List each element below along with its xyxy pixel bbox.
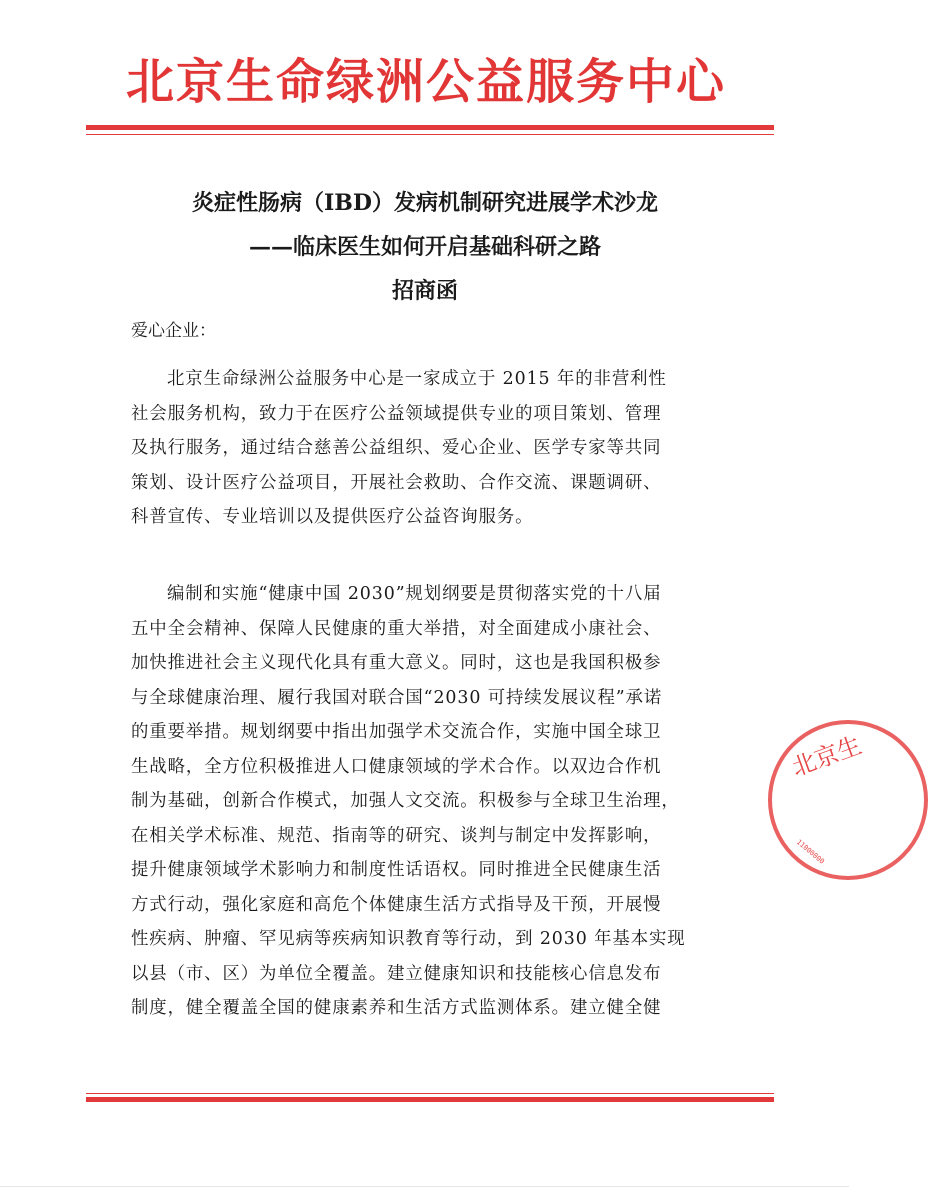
seal-code: 11000000 <box>794 838 826 866</box>
paragraph-line: 编制和实施“健康中国 2030”规划纲要是贯彻落实党的十八届 <box>167 584 662 604</box>
letterhead-rule-thick <box>86 125 774 130</box>
paragraph-line: 方式行动，强化家庭和高危个体健康生活方式指导及干预，开展慢 <box>131 894 662 915</box>
footer-rule-thin <box>86 1093 774 1094</box>
paragraph-line: 性疾病、肿瘤、罕见病等疾病知识教育等行动，到 2030 年基本实现 <box>131 929 686 949</box>
paragraph-healthy-china <box>131 577 716 1026</box>
paragraph-line: 以县（市、区）为单位全覆盖。建立健康知识和技能核心信息发布 <box>131 963 662 984</box>
paragraph-intro <box>131 362 716 535</box>
document-title: 炎症性肠病（IBD）发病机制研究进展学术沙龙 <box>192 190 658 216</box>
paragraph-line: 北京生命绿洲公益服务中心是一家成立于 2015 年的非营利性 <box>167 369 667 389</box>
letterhead-org-name: 北京生命绿洲公益服务中心 <box>125 54 726 110</box>
paragraph-line: 提升健康领域学术影响力和制度性话语权。同时推进全民健康生活 <box>131 860 662 880</box>
document-type-heading: 招商函 <box>391 278 458 304</box>
paragraph-line: 五中全会精神、保障人民健康的重大举措，对全面建成小康社会、 <box>131 618 662 639</box>
paragraph-line: 社会服务机构，致力于在医疗公益领域提供专业的项目策划、管理 <box>131 403 662 424</box>
document-subtitle: ——临床医生如何开启基础科研之路 <box>248 234 601 260</box>
paragraph-line: 的重要举措。规划纲要中指出加强学术交流合作，实施中国全球卫 <box>131 722 662 742</box>
paragraph-line: 制为基础，创新合作模式，加强人文交流。积极参与全球卫生治理， <box>131 791 680 811</box>
letterhead-rule-thin <box>86 134 774 135</box>
paragraph-line: 制度，健全覆盖全国的健康素养和生活方式监测体系。建立健全健 <box>131 998 662 1018</box>
footer-rule-thick <box>86 1097 774 1102</box>
paragraph-line: 与全球健康治理、履行我国对联合国“2030 可持续发展议程”承诺 <box>131 687 663 708</box>
seal-text: 北京生 <box>788 731 866 782</box>
paragraph-line: 在相关学术标准、规范、指南等的研究、谈判与制定中发挥影响， <box>131 825 662 846</box>
paragraph-line: 生战略，全方位积极推进人口健康领域的学术合作。以双边合作机 <box>131 756 662 777</box>
paragraph-line: 科普宣传、专业培训以及提供医疗公益咨询服务。 <box>131 507 534 527</box>
page-edge-line <box>0 1186 849 1187</box>
paragraph-line: 加快推进社会主义现代化具有重大意义。同时，这也是我国积极参 <box>131 653 662 673</box>
paragraph-line: 策划、设计医疗公益项目，开展社会救助、合作交流、课题调研、 <box>131 472 662 493</box>
salutation: 爱心企业： <box>131 321 216 341</box>
paragraph-line: 及执行服务，通过结合慈善公益组织、爱心企业、医学专家等共同 <box>131 438 662 458</box>
